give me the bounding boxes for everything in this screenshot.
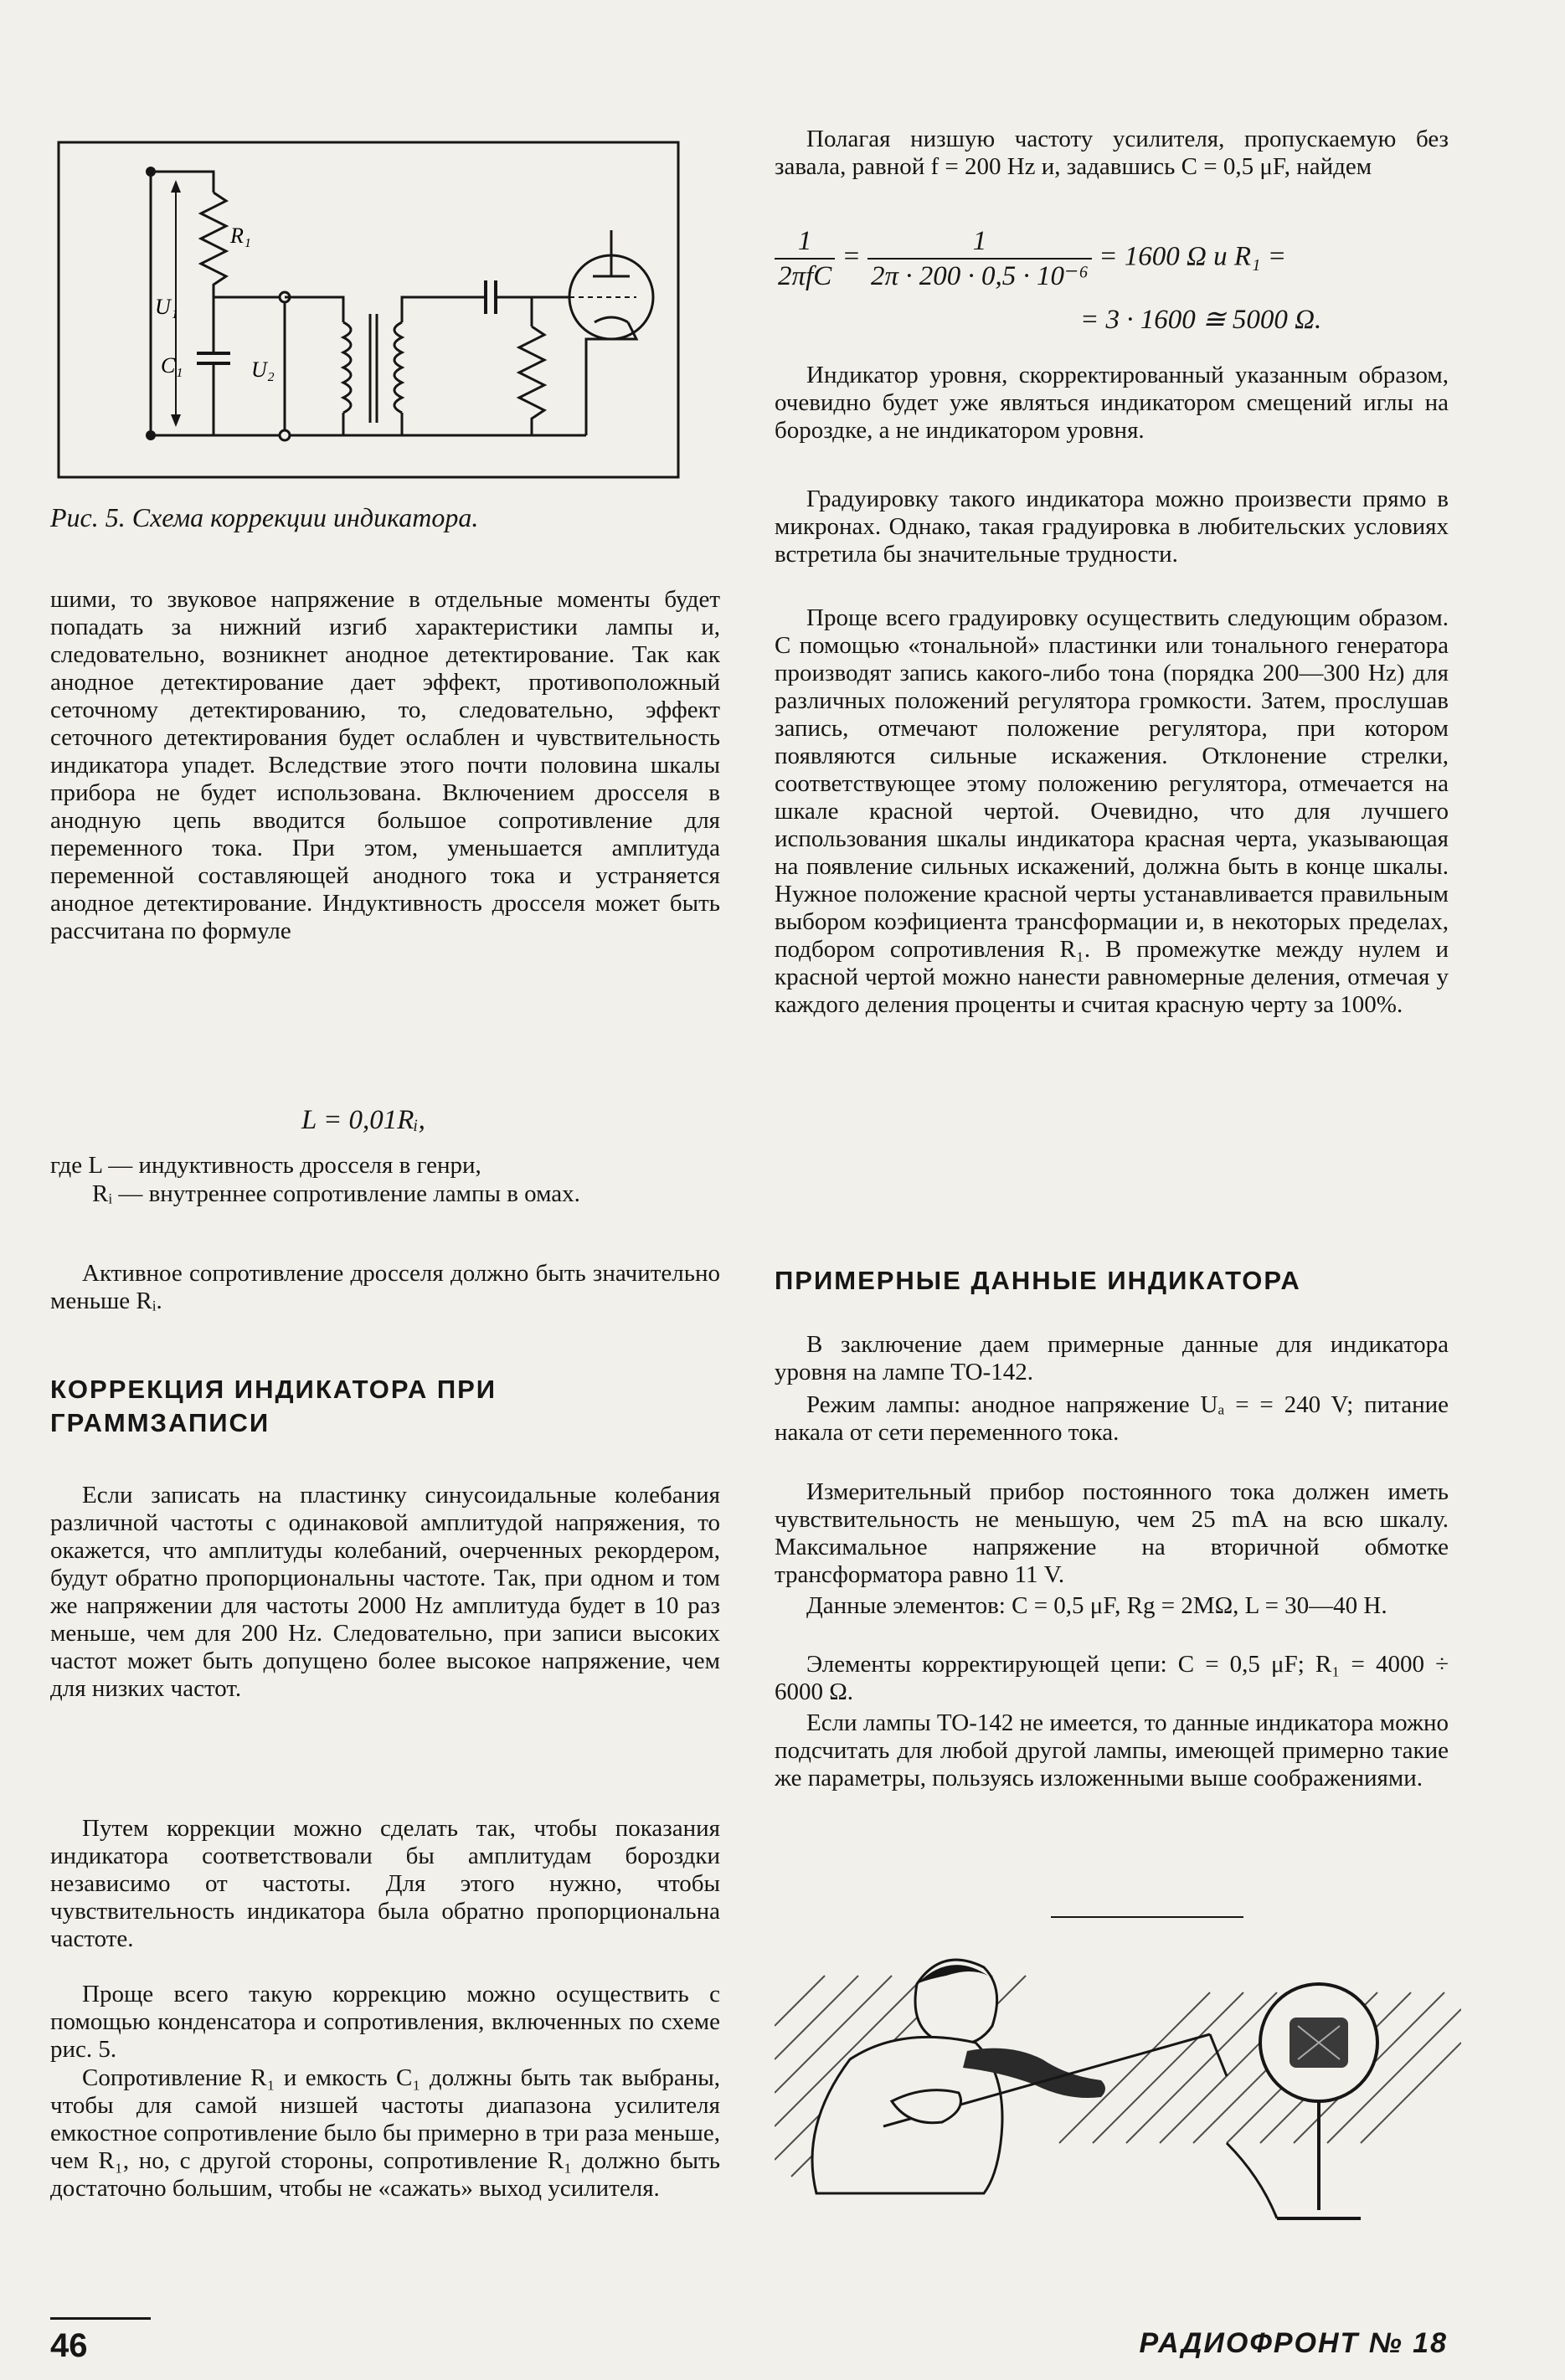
figure-caption: Рис. 5. Схема коррекции индикатора. <box>50 502 479 532</box>
transformer-secondary <box>394 322 402 413</box>
where-line-2: Rᵢ — внутреннее сопротивление лампы в омах. <box>92 1180 580 1207</box>
left-paragraph-1: шими, то звуковое напряжение в отдельные моменты будет попадать за нижний изгиб характеристики лампы и, следовательно, возникнет анодное детектирование. Так как анодное детектирование дает эффект, противоположный сеточному детектированию, то, следовательно, эффект сеточного детектирования будет ослаблен и чувствительность индикатора упадет. Вследствие этого почти половина шкалы прибора не будет использована. Включением дросселя в анодную цепь вводится большое сопротивление для переменного тока. При этом, уменьшается амплитуда переменной составляющей анодного тока и устраняется анодное детектирование. Индуктивность дросселя может быть рассчитана по формуле <box>50 586 720 944</box>
right-paragraph-10: Если лампы ТО-142 не имеется, то данные индикатора можно подсчитать для любой другой лампы, имеющей примерно такие же параметры, пользуясь изложенными выше соображениями. <box>775 1709 1449 1791</box>
right-paragraph-3: Градуировку такого индикатора можно произвести прямо в микронах. Однако, такая градуировка в любительских условиях встретила бы значительные трудности. <box>775 486 1449 568</box>
left-paragraph-6: Сопротивление R₁ и емкость C₁ должны быть так выбраны, чтобы для самой низшей частоты диапазона усилителя емкостное сопротивление было бы примерно в три раза меньше, чем R₁, но, с другой стороны, сопротивление R₁ должно быть достаточно большим, чтобы не «сажать» выход усилителя. <box>50 2064 720 2202</box>
formula-inductance: L = 0,01Rᵢ, <box>301 1105 425 1135</box>
fraction-2: $\frac{1}{\text{2π · 200 · 0,5 · 10⁻⁶}}$ <box>867 224 1092 293</box>
right-paragraph-9: Элементы корректирующей цепи: C = 0,5 μF; R₁ = 4000 ÷ 6000 Ω. <box>775 1651 1449 1705</box>
right-paragraph-5: В заключение даем примерные данные для индикатора уровня на лампе ТО-142. <box>775 1331 1449 1385</box>
left-paragraph-4: Путем коррекции можно сделать так, чтобы показания индикатора соответствовали бы амплитудам бороздки независимо от частоты. Для этого нужно, чтобы чувствительность индикатора была обратно пропорциональна частоте. <box>50 1815 720 1952</box>
label-u2: U₂ <box>251 357 275 382</box>
heading-correction: КОРРЕКЦИЯ ИНДИКАТОРА ПРИ ГРАММЗАПИСИ <box>50 1375 497 1437</box>
where-line-1: где L — индуктивность дросселя в генри, <box>50 1152 481 1179</box>
formula-reactance <box>775 224 1461 293</box>
label-c1: C₁ <box>161 353 183 378</box>
resistor-r1 <box>201 193 226 297</box>
violinist-illustration <box>775 1909 1461 2260</box>
left-paragraph-3: Если записать на пластинку синусоидальные колебания различной частоты с одинаковой амплитудой напряжения, то окажется, что амплитуды колебаний, очерченных рекордером, будут обратно пропорциональны частоте. Так, при одном и том же напряжении для частоты 2000 Hz амплитуда будет в 10 раз меньше, чем для 200 Hz. Следовательно, при записи высоких частот может быть допущено более высокое напряжение, чем для низких частот. <box>50 1482 720 1702</box>
right-paragraph-2: Индикатор уровня, скорректированный указанным образом, очевидно будет уже являться индикатором смещений иглы на бороздке, а не индикатором уровня. <box>775 362 1449 444</box>
right-paragraph-7: Измерительный прибор постоянного тока должен иметь чувствительность не меньшую, чем 25 mA на всю шкалу. Максимальное напряжение на вторичной обмотке трансформатора равно 11 V. <box>775 1478 1449 1588</box>
equals-sign: = <box>842 241 861 272</box>
footer-rule <box>50 2317 151 2320</box>
page-number: 46 <box>50 2327 88 2364</box>
formula-result-2: = 3 · 1600 ≅ 5000 Ω. <box>1080 305 1322 335</box>
heading-data: ПРИМЕРНЫЕ ДАННЫЕ ИНДИКАТОРА <box>775 1266 1301 1295</box>
circuit-diagram <box>50 134 688 486</box>
left-paragraph-5: Проще всего такую коррекцию можно осуществить с помощью конденсатора и сопротивления, включенных по схеме рис. 5. <box>50 1981 720 2063</box>
grid-resistor <box>519 326 544 435</box>
formula-result: = 1600 Ω и R₁ = <box>1099 241 1286 272</box>
label-u1: U₁ <box>155 295 178 319</box>
label-r1: R₁ <box>230 224 251 248</box>
right-paragraph-6: Режим лампы: анодное напряжение Uₐ = = 240 V; питание накала от сети переменного тока. <box>775 1391 1449 1446</box>
fraction-1: $\frac{1}{\text{2πfC}}$ <box>775 224 835 293</box>
magazine-name: РАДИОФРОНТ № 18 <box>1139 2327 1448 2359</box>
transformer-primary <box>343 322 351 413</box>
left-paragraph-2: Активное сопротивление дросселя должно быть значительно меньше Rᵢ. <box>50 1260 720 1314</box>
circuit-figure <box>50 134 688 486</box>
right-paragraph-1: Полагая низшую частоту усилителя, пропускаемую без завала, равной f = 200 Hz и, задавшись C = 0,5 μF, найдем <box>775 126 1449 180</box>
right-paragraph-8: Данные элементов: C = 0,5 μF, Rg = 2MΩ, L = 30—40 H. <box>806 1592 1387 1619</box>
right-paragraph-4: Проще всего градуировку осуществить следующим образом. С помощью «тональной» пластинки или тонального генератора производят запись какого-либо тона (порядка 200—300 Hz) для различных положений регулятора громкости. Затем, прослушав запись, отмечают положение регулятора, при котором появляются сильные искажения. Отклонение стрелки, соответствующее этому положению регулятора, отмечается на шкале красной чертой. Очевидно, что для лучшего использования шкалы индикатора красная черта, указывающая на появление сильных искажений, должна быть в конце шкалы. Нужное положение красной черты устанавливается правильным выбором коэфициента трансформации и, в некоторых пределах, подбором сопротивления R₁. В промежутке между нулем и красной чертой можно нанести равномерные деления, отмечая у каждого деления проценты и считая красную черту за 100%. <box>775 604 1449 1018</box>
